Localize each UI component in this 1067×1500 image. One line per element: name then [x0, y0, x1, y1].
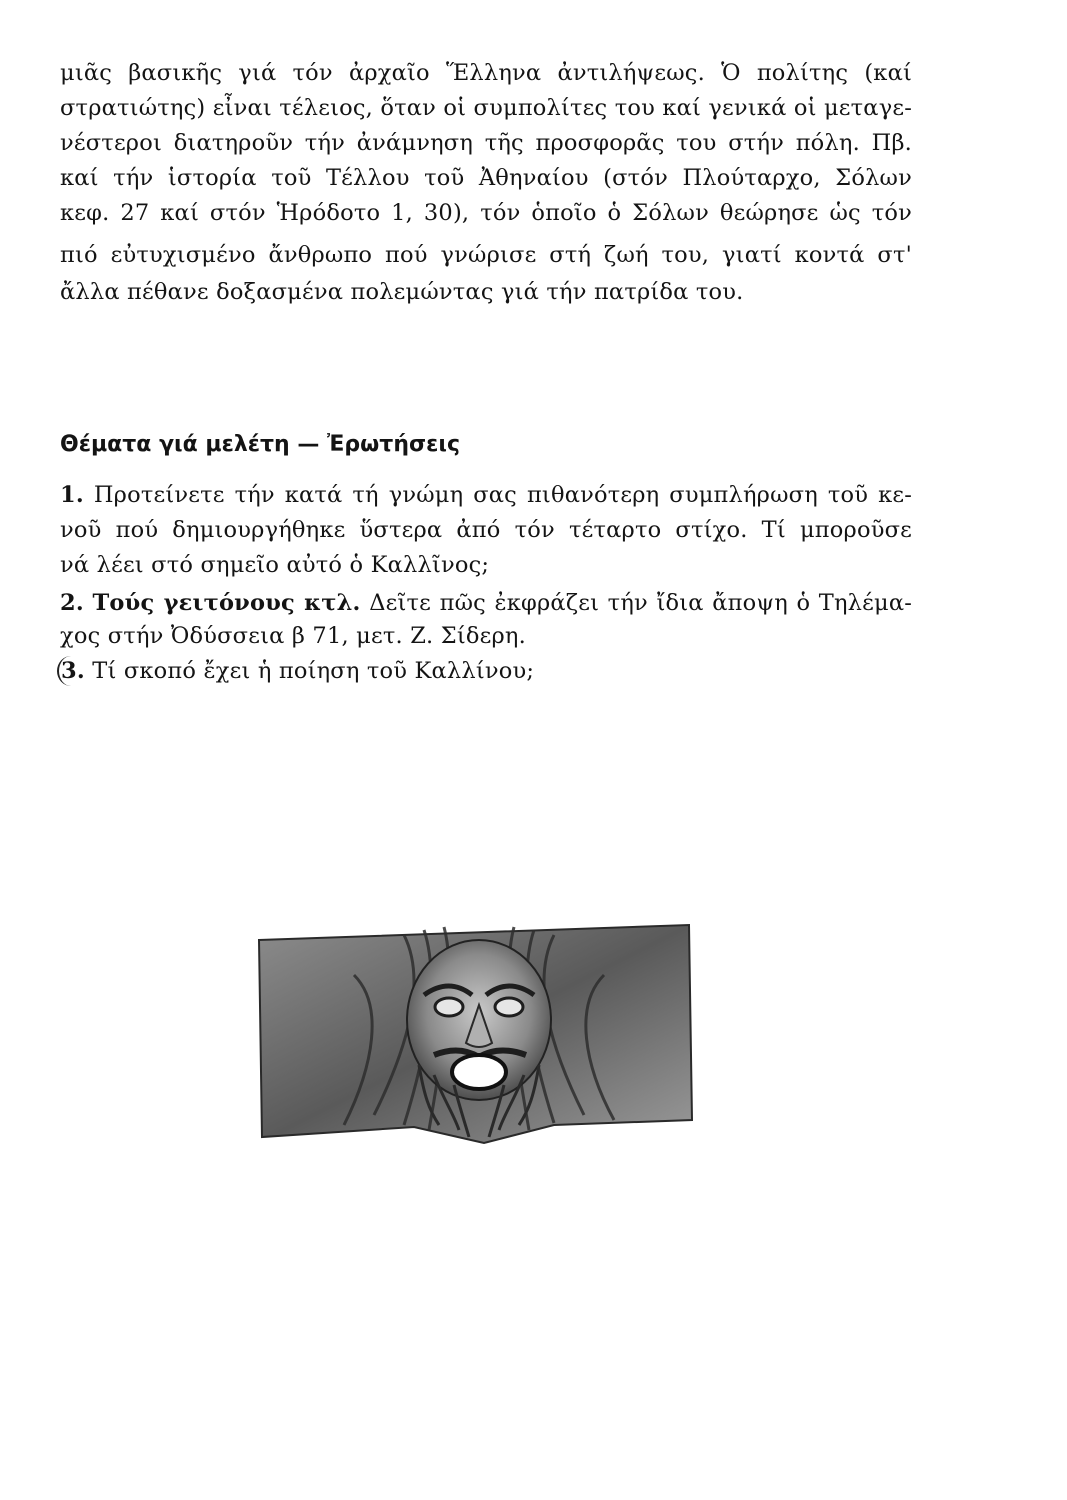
- question-1-line: νά λέει στό σημεῖο αὐτό ὁ Καλλῖνος;: [60, 552, 490, 578]
- paragraph-line: ἄλλα πέθανε δοξασμένα πολεμώντας γιά τήν πατρίδα του.: [60, 279, 744, 305]
- question-1-line: [60, 480, 912, 510]
- question-3-line: [60, 656, 912, 686]
- relief-mask-image: [254, 915, 694, 1147]
- question-2-text: Δεῖτε πῶς ἐκφράζει τήν ἴδια ἄποψη ὁ Τηλέμα-: [369, 590, 913, 616]
- paragraph-line: μιᾶς βασικῆς γιά τόν ἀρχαῖο Ἕλληνα ἀντιλήψεως. Ὁ πολίτης (καί: [60, 60, 912, 86]
- question-2-line: χος στήν Ὀδύσσεια β 71, μετ. Ζ. Σίδερη.: [60, 623, 526, 649]
- question-1-number: 1.: [60, 482, 84, 508]
- question-3-text: Τί σκοπό ἔχει ἡ ποίηση τοῦ Καλλίνου;: [92, 658, 535, 684]
- question-2-lead: Τούς γειτόνους κτλ.: [92, 590, 361, 616]
- question-2-line: [60, 588, 912, 618]
- paragraph-line: κεφ. 27 καί στόν Ἡρόδοτο 1, 30), τόν ὁποῖο ὁ Σόλων θεώρησε ὡς τόν: [60, 200, 912, 226]
- section-heading: Θέματα γιά μελέτη — Ἐρωτήσεις: [60, 432, 460, 457]
- question-2-number: 2.: [60, 590, 84, 616]
- paragraph-line: πιό εὐτυχισμένο ἄνθρωπο πού γνώρισε στή ζωή του, γιατί κοντά στ': [60, 242, 912, 268]
- question-3-number: 3.: [57, 656, 85, 686]
- question-1-line: νοῦ πού δημιουργήθηκε ὕστερα ἀπό τόν τέταρτο στίχο. Τί μποροῦσε: [60, 517, 912, 543]
- mask-relief-illustration: [254, 915, 694, 1147]
- paragraph-line: νέστεροι διατηροῦν τήν ἀνάμνηση τῆς προσφορᾶς του στήν πόλη. Πβ.: [60, 130, 912, 156]
- question-1-text: Προτείνετε τήν κατά τή γνώμη σας πιθανότερη συμπλήρωση τοῦ κε-: [93, 482, 912, 508]
- paragraph-line: στρατιώτης) εἶναι τέλειος, ὅταν οἱ συμπολίτες του καί γενικά οἱ μεταγε-: [60, 95, 912, 121]
- paragraph-line: καί τήν ἱστορία τοῦ Τέλλου τοῦ Ἀθηναίου (στόν Πλούταρχο, Σόλων: [60, 165, 912, 191]
